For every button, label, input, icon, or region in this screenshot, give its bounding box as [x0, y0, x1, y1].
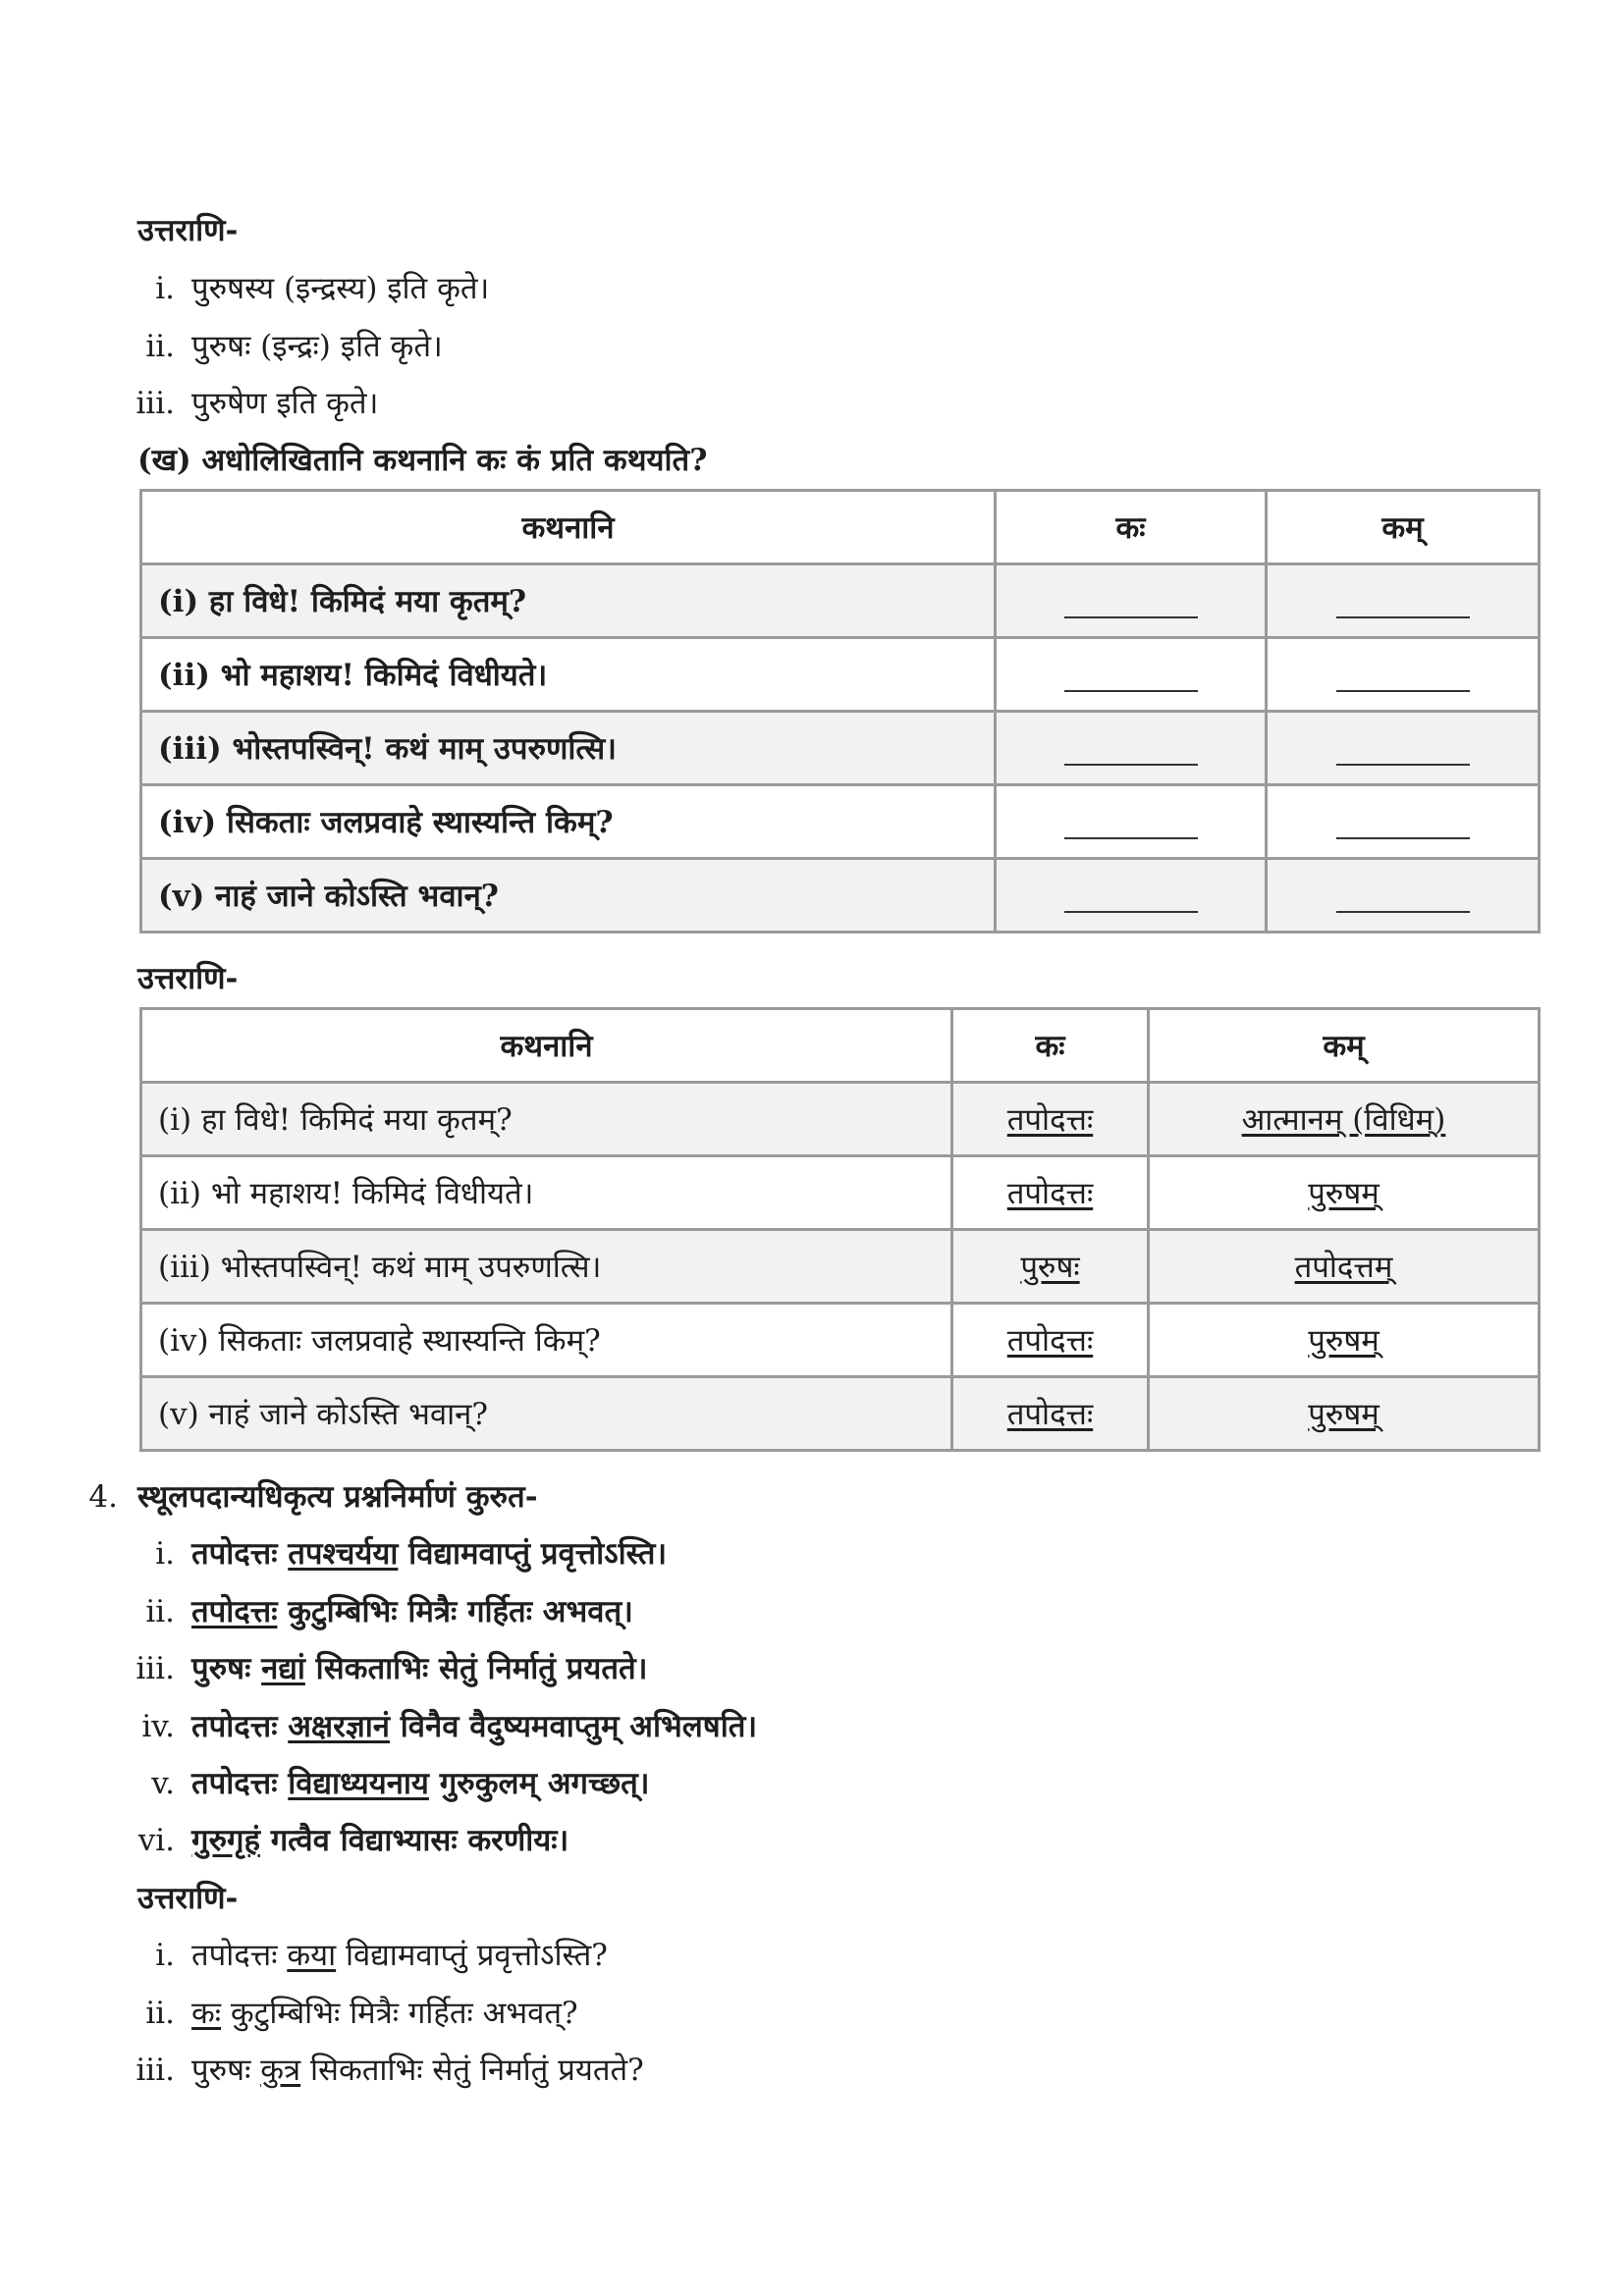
speaker-cell: तपोदत्तः — [952, 1083, 1149, 1156]
answer-blank — [1064, 808, 1198, 839]
list-item — [191, 1936, 608, 1975]
underlined-word: कुत्र — [260, 2053, 301, 2088]
table-row — [141, 638, 1540, 712]
table-cell: (iv) सिकताः जलप्रवाहे स्थास्यन्ति किम्? — [141, 1304, 952, 1377]
table-cell: (iv) सिकताः जलप्रवाहे स्थास्यन्ति किम्? — [141, 785, 996, 859]
underlined-word: गुरुगृहं — [191, 1823, 260, 1858]
speaker-cell: तपोदत्तः — [952, 1377, 1149, 1451]
list-number: iii. — [135, 2053, 175, 2088]
list-number: iii. — [135, 386, 175, 421]
listener-cell: पुरुषम् — [1149, 1377, 1540, 1451]
table-cell: (i) हा विधे! किमिदं मया कृतम्? — [141, 1083, 952, 1156]
listener-cell: पुरुषम् — [1149, 1304, 1540, 1377]
answer-blank — [1336, 734, 1470, 766]
item-text-post: सिकताभिः सेतुं निर्मातुं प्रयतते? — [300, 2053, 644, 2088]
answer-blank — [1336, 881, 1470, 913]
list-number: iii. — [135, 1651, 175, 1686]
column-header: कः — [952, 1009, 1149, 1083]
list-number: i. — [155, 1536, 175, 1572]
list-item: पुरुषः (इन्द्रः) इति कृते। — [191, 329, 443, 364]
item-text-post: विनैव वैदुष्यमवाप्तुम् अभिलषति। — [389, 1709, 758, 1744]
speaker-cell: तपोदत्तः — [952, 1304, 1149, 1377]
blank-cell — [996, 859, 1267, 933]
blank-cell — [1267, 638, 1540, 712]
underlined-word: विद्याध्ययनाय — [288, 1766, 429, 1801]
table-cell: (iii) भोस्तपस्विन्! कथं माम् उपरुणत्सि। — [141, 712, 996, 785]
table-cell: (v) नाहं जाने कोऽस्ति भवान्? — [141, 859, 996, 933]
column-header: कथनानि — [141, 491, 996, 564]
blank-cell — [1267, 712, 1540, 785]
item-text-pre: तपोदत्तः — [191, 1766, 289, 1801]
underlined-word: कया — [287, 1938, 337, 1973]
speaker-cell: तपोदत्तः — [952, 1156, 1149, 1230]
table-row — [141, 564, 1540, 638]
question-number: 4. — [88, 1479, 118, 1515]
column-header: कथनानि — [141, 1009, 952, 1083]
list-item: पुरुषस्य (इन्द्रस्य) इति कृते। — [191, 271, 490, 306]
list-item: पुरुषेण इति कृते। — [191, 386, 379, 421]
question-4: स्थूलपदान्यधिकृत्य प्रश्ननिर्माणं कुरुत- — [137, 1479, 538, 1515]
answer-blank — [1064, 661, 1198, 692]
list-item — [191, 2051, 644, 2090]
underlined-word: अक्षरज्ञानं — [288, 1709, 390, 1744]
item-text-post: गुरुकुलम् अगच्छत्। — [428, 1766, 650, 1801]
table-row — [141, 1083, 1540, 1156]
answer-blank — [1336, 661, 1470, 692]
column-header: कः — [996, 491, 1267, 564]
list-number: i. — [155, 1938, 175, 1973]
answer-blank — [1064, 881, 1198, 913]
item-text-post: विद्यामवाप्तुं प्रवृत्तोऽस्ति? — [336, 1938, 608, 1973]
item-text-post: गत्वैव विद्याभ्यासः करणीयः। — [259, 1823, 569, 1858]
list-number: ii. — [145, 329, 175, 364]
blank-cell — [996, 638, 1267, 712]
blank-cell — [996, 564, 1267, 638]
item-text-pre: तपोदत्तः — [191, 1938, 288, 1973]
question-kha: (ख) अधोलिखितानि कथनानि कः कं प्रति कथयति? — [137, 443, 708, 478]
answers-heading-2: उत्तराणि- — [137, 961, 239, 996]
list-item — [191, 1534, 667, 1574]
blank-cell — [996, 712, 1267, 785]
question-table — [139, 489, 1541, 934]
blank-cell — [1267, 859, 1540, 933]
answer-blank — [1064, 587, 1198, 618]
list-item — [191, 1592, 633, 1631]
blank-cell — [1267, 785, 1540, 859]
table-cell: (iii) भोस्तपस्विन्! कथं माम् उपरुणत्सि। — [141, 1230, 952, 1304]
underlined-word: तपोदत्तः — [191, 1594, 278, 1629]
listener-cell: आत्मानम् (विधिम्) — [1149, 1083, 1540, 1156]
list-number: i. — [155, 271, 175, 306]
item-text-pre: तपोदत्तः — [191, 1709, 289, 1744]
item-text-post: सिकताभिः सेतुं निर्मातुं प्रयतते। — [304, 1651, 648, 1686]
underlined-word: नद्यां — [261, 1651, 305, 1686]
table-cell: (i) हा विधे! किमिदं मया कृतम्? — [141, 564, 996, 638]
answers-heading-1: उत्तराणि- — [137, 213, 239, 248]
item-text-pre: पुरुषः — [191, 1651, 262, 1686]
answer-table — [139, 1007, 1541, 1452]
table-row — [141, 1377, 1540, 1451]
table-row — [141, 859, 1540, 933]
item-text-post: विद्यामवाप्तुं प्रवृत्तोऽस्ति। — [398, 1536, 668, 1572]
listener-cell: तपोदत्तम् — [1149, 1230, 1540, 1304]
item-text-post: कुटुम्बिभिः मित्रैः गर्हितः अभवत्? — [221, 1996, 578, 2031]
blank-cell — [1267, 564, 1540, 638]
underlined-word: तपश्चर्यया — [288, 1536, 399, 1572]
list-item — [191, 1764, 650, 1803]
column-header: कम् — [1149, 1009, 1540, 1083]
answers-heading-3: उत्तराणि- — [137, 1881, 239, 1916]
speaker-cell: पुरुषः — [952, 1230, 1149, 1304]
table-cell: (ii) भो महाशय! किमिदं विधीयते। — [141, 638, 996, 712]
table-row — [141, 712, 1540, 785]
table-row — [141, 1230, 1540, 1304]
list-item — [191, 1707, 757, 1746]
list-number: vi. — [137, 1823, 175, 1858]
list-item — [191, 1821, 568, 1860]
listener-cell: पुरुषम् — [1149, 1156, 1540, 1230]
item-text-pre: पुरुषः — [191, 2053, 261, 2088]
underlined-word: कः — [191, 1996, 222, 2031]
table-row — [141, 1304, 1540, 1377]
item-text-post: कुटुम्बिभिः मित्रैः गर्हितः अभवत्। — [277, 1594, 633, 1629]
blank-cell — [996, 785, 1267, 859]
list-item — [191, 1994, 578, 2033]
answer-blank — [1064, 734, 1198, 766]
answer-blank — [1336, 587, 1470, 618]
list-item — [191, 1649, 647, 1688]
table-cell: (ii) भो महाशय! किमिदं विधीयते। — [141, 1156, 952, 1230]
table-cell: (v) नाहं जाने कोऽस्ति भवान्? — [141, 1377, 952, 1451]
list-number: v. — [151, 1766, 175, 1801]
answer-blank — [1336, 808, 1470, 839]
table-row — [141, 1156, 1540, 1230]
list-number: ii. — [145, 1996, 175, 2031]
table-row — [141, 785, 1540, 859]
list-number: ii. — [145, 1594, 175, 1629]
column-header: कम् — [1267, 491, 1540, 564]
item-text-pre: तपोदत्तः — [191, 1536, 289, 1572]
list-number: iv. — [141, 1709, 175, 1744]
